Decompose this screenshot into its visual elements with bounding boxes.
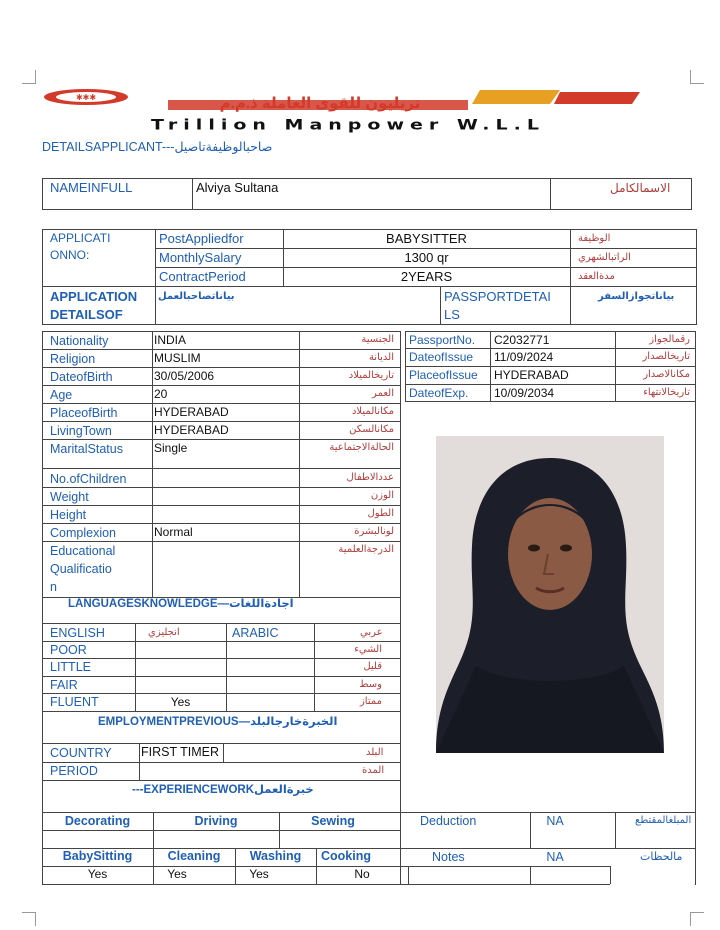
english-level-value: Yes [170, 695, 191, 709]
personal-label: Weight [50, 490, 89, 504]
personal-label: Complexion [50, 526, 117, 540]
personal-label-ar: الجنسية [361, 334, 394, 345]
arabic-header: ARABIC [232, 626, 279, 640]
language-level-label-ar: ممتاز [359, 696, 382, 707]
notes-value: NA [546, 850, 564, 864]
logo-arabic-text: تريليون للقوى العاملة ذ.م.م [219, 95, 421, 112]
cleaning-value: Yes [167, 867, 187, 881]
passport-details-ar: بياناتجوازالسفر [598, 291, 675, 302]
personal-label-ar: لونالبشرة [354, 526, 394, 537]
passport-label: PassportNo. [409, 333, 476, 347]
country-label-ar: البلد [366, 747, 384, 758]
applicant-photo [436, 436, 664, 753]
deduction-label-ar: المبلغالمقتطع [635, 815, 692, 826]
personal-value: INDIA [154, 333, 187, 347]
skill-cleaning: Cleaning [167, 849, 221, 863]
period-label-ar: المدة [362, 765, 385, 776]
personal-value: 30/05/2006 [154, 369, 215, 383]
application-details-label: APPLICATION DETAILSOF [50, 289, 138, 322]
passport-details-label: PASSPORTDETAI LS [444, 289, 551, 322]
passport-label: DateofExp. [409, 386, 469, 400]
skill-decorating: Decorating [64, 814, 131, 828]
language-level-label: FAIR [50, 678, 78, 692]
languages-title: LANGUAGESKNOWLEDGE—اجادةاللغات [68, 598, 294, 610]
passport-label: DateofIssue [409, 350, 474, 364]
experience-title: ---EXPERIENCEWORKخبرةالعمل [132, 784, 314, 796]
passport-label-ar: تاريخالانتهاء [643, 387, 690, 398]
personal-label-ar: عددالاطفال [346, 472, 394, 483]
personal-label: LivingTown [50, 424, 112, 438]
period-label: PERIOD [50, 764, 98, 778]
passport-label-ar: تاريخالصدار [642, 351, 690, 362]
page-corner-mark [22, 912, 36, 926]
employer-details-ar: بياناتصاحبالعمل [158, 291, 235, 302]
personal-label: Age [50, 388, 73, 402]
skill-babysitting: BabySitting [62, 849, 133, 863]
language-level-label: LITTLE [50, 660, 91, 674]
english-header-ar: انجليزي [148, 627, 180, 638]
personal-label: Height [50, 508, 87, 522]
notes-label-ar: مالحظات [640, 851, 683, 863]
post-value: BABYSITTER [386, 231, 467, 246]
personal-label-ar: العمر [372, 388, 394, 399]
personal-label: PlaceofBirth [50, 406, 118, 420]
country-value: FIRST TIMER [141, 745, 220, 759]
country-label: COUNTRY [50, 746, 112, 760]
svg-text:✱✱✱: ✱✱✱ [75, 93, 97, 102]
personal-label-ar: الديانة [368, 352, 394, 363]
personal-label: Nationality [50, 334, 109, 348]
page-subtitle: DETAILSAPPLICANT---صاحبالوظيفةتاصيل [42, 140, 273, 154]
company-logo [40, 86, 652, 136]
language-level-label: POOR [50, 643, 87, 657]
page-corner-mark [690, 912, 704, 926]
babysitting-value: Yes [87, 867, 108, 881]
personal-value: Normal [154, 525, 193, 539]
personal-value: 20 [154, 387, 168, 401]
passport-value: 10/09/2034 [494, 386, 555, 400]
passport-value: HYDERABAD [494, 368, 569, 382]
passport-value: 11/09/2024 [494, 350, 554, 364]
personal-value: MUSLIM [154, 351, 201, 365]
personal-label: MaritalStatus [50, 442, 123, 456]
personal-label: Educational Qualificatio n [50, 544, 116, 594]
contract-label-ar: مدةالعقد [578, 271, 615, 282]
deduction-value: NA [546, 814, 564, 828]
personal-label: No.ofChildren [50, 472, 127, 486]
personal-label-ar: مكانالسكن [349, 424, 394, 435]
skill-washing: Washing [249, 849, 302, 863]
name-label-ar: الاسمالكامل [610, 181, 671, 195]
personal-value: HYDERABAD [154, 423, 229, 437]
post-label-ar: الوظيفة [578, 233, 611, 244]
passport-value: C2032771 [494, 333, 550, 347]
personal-value: Single [154, 441, 188, 455]
passport-label: PlaceofIssue [409, 368, 478, 382]
personal-label-ar: الدرجةالعلمية [338, 544, 394, 555]
name-value: Alviya Sultana [196, 180, 279, 195]
personal-label: Religion [50, 352, 96, 366]
washing-value: Yes [249, 867, 269, 881]
language-level-label-ar: قليل [363, 661, 382, 672]
deduction-label: Deduction [420, 814, 477, 828]
salary-value: 1300 qr [404, 250, 449, 265]
language-level-label-ar: وسط [359, 679, 382, 690]
salary-label-ar: الراتبالشهري [578, 252, 631, 263]
personal-label: DateofBirth [50, 370, 113, 384]
language-level-label: FLUENT [50, 695, 99, 709]
language-level-label-ar: الشيء [354, 644, 382, 655]
personal-value: HYDERABAD [154, 405, 229, 419]
page-corner-mark [690, 70, 704, 84]
skill-cooking: Cooking [321, 849, 371, 863]
notes-label: Notes [432, 850, 465, 864]
logo-english-text: Trillion Manpower W.L.L [151, 116, 545, 134]
personal-label-ar: الحالةالاجتماعية [329, 442, 394, 453]
english-header: ENGLISH [50, 626, 105, 640]
personal-label-ar: مكانالميلاد [351, 406, 394, 417]
personal-label-ar: تاريخالميلاد [348, 370, 394, 381]
contract-value: 2YEARS [400, 269, 453, 284]
personal-label-ar: الطول [367, 508, 394, 519]
page-corner-mark [22, 70, 36, 84]
skill-driving: Driving [194, 814, 238, 828]
contract-label: ContractPeriod [159, 269, 246, 284]
employment-title: EMPLOYMENTPREVIOUS—الخبرةخارجالبلد [98, 716, 338, 728]
name-label: NAMEINFULL [50, 180, 133, 195]
salary-label: MonthlySalary [159, 250, 242, 265]
passport-label-ar: رقمالجواز [649, 334, 690, 345]
post-label: PostAppliedfor [159, 231, 244, 246]
passport-label-ar: مكانالاصدار [643, 369, 690, 380]
arabic-header-ar: عربي [360, 627, 383, 638]
cooking-value: No [354, 867, 370, 881]
skill-sewing: Sewing [311, 814, 355, 828]
personal-label-ar: الوزن [370, 490, 394, 501]
application-no-label: APPLICATI ONNO: [50, 231, 111, 262]
